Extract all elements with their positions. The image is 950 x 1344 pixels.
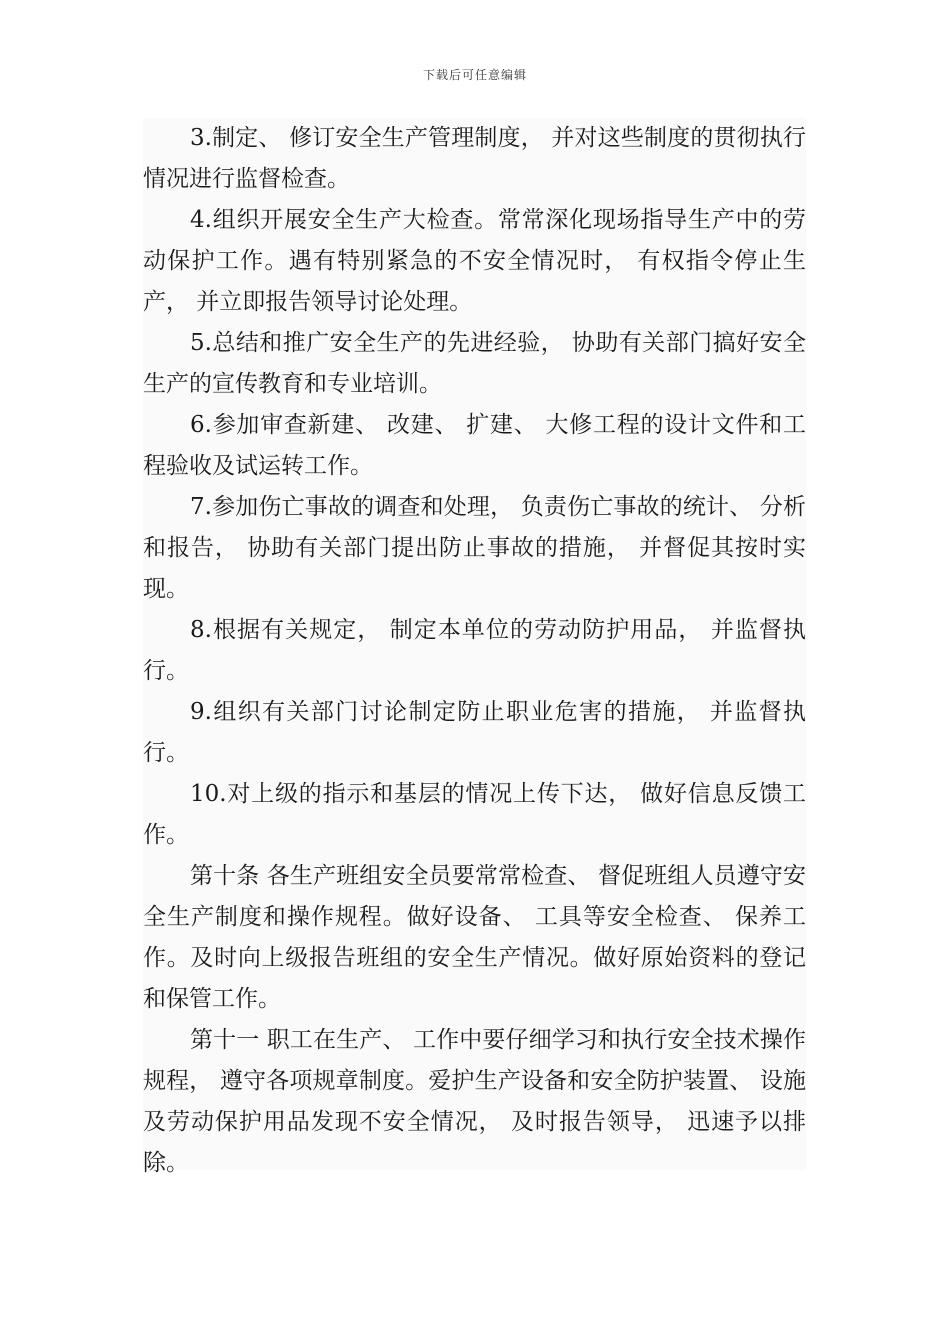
paragraph-article-11: 第十一 职工在生产、 工作中要仔细学习和执行安全技术操作规程， 遵守各项规章制度。爱护生产设备和安全防护装置、 设施及劳动保护用品发现不安全情况， 及时报告领导， 迅速予以排除。	[143, 1027, 806, 1176]
document-body	[143, 118, 806, 1176]
page-header: 下载后可任意编辑	[422, 68, 527, 82]
paragraph-article-10: 第十条 各生产班组安全员要常常检查、 督促班组人员遵守安全生产制度和操作规程。做好设备、 工具等安全检查、 保养工作。及时向上级报告班组的安全生产情况。做好原始资料的登记和保管工作。	[143, 863, 806, 1012]
paragraph-item-8: 8.根据有关规定， 制定本单位的劳动防护用品， 并监督执行。	[143, 617, 806, 684]
paragraph-item-7: 7.参加伤亡事故的调查和处理， 负责伤亡事故的统计、 分析和报告， 协助有关部门提出防止事故的措施， 并督促其按时实现。	[143, 494, 806, 602]
paragraph-item-4: 4.组织开展安全生产大检查。常常深化现场指导生产中的劳动保护工作。遇有特别紧急的不安全情况时， 有权指令停止生产， 并立即报告领导讨论处理。	[143, 207, 806, 315]
paragraph-item-9: 9.组织有关部门讨论制定防止职业危害的措施， 并监督执行。	[143, 699, 806, 766]
paragraph-item-3: 3.制定、 修订安全生产管理制度， 并对这些制度的贯彻执行情况进行监督检查。	[143, 125, 806, 192]
paragraph-item-6: 6.参加审查新建、 改建、 扩建、 大修工程的设计文件和工程验收及试运转工作。	[143, 412, 806, 479]
paragraph-item-5: 5.总结和推广安全生产的先进经验， 协助有关部门搞好安全生产的宣传教育和专业培训。	[143, 330, 806, 397]
paragraph-item-10: 10.对上级的指示和基层的情况上传下达， 做好信息反馈工作。	[143, 781, 806, 848]
